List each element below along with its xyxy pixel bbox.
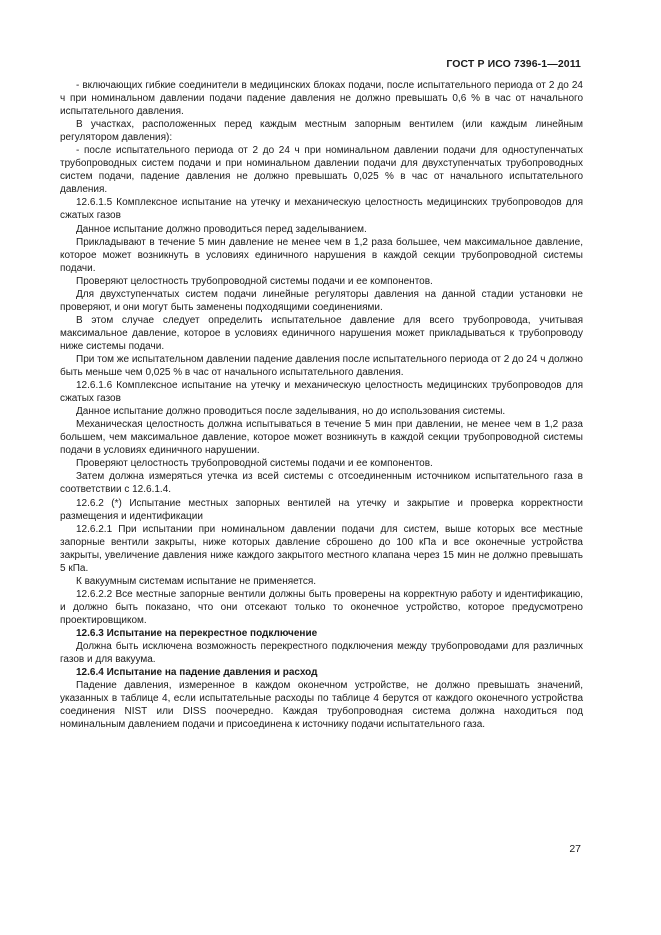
page-number: 27 — [569, 843, 581, 855]
paragraph: В участках, расположенных перед каждым местным запорным вентилем (или каждым линейным регулятором давления): — [60, 119, 583, 144]
paragraph: Для двухступенчатых систем подачи линейные регуляторы давления на данной стадии установки не проверяют, и они могут быть заменены подходящими соединениями. — [60, 288, 583, 313]
paragraph: Механическая целостность должна испытываться в течение 5 мин при давлении, не менее чем в 1,2 раза большем, чем максимальное давление, которое может возникнуть в каждой секции трубопроводной системы подачи в условиях единичного нарушении. — [60, 419, 583, 457]
paragraph: Падение давления, измеренное в каждом оконечном устройстве, не должно превышать значений, указанных в таблице 4, если испытательные расходы по таблице 4 берутся от каждого оконечного устройства соединения NIST или DISS поочередно. Каждая трубопроводная система должна находиться под номинальным давлением подачи и присоединена к источнику подачи испытательного газа. — [60, 680, 583, 731]
section-heading-bold: 12.6.3 Испытание на перекрестное подключение — [76, 627, 318, 639]
paragraph: К вакуумным системам испытание не применяется. — [76, 575, 317, 587]
paragraph: Затем должна измеряться утечка из всей системы с отсоединенным источником испытательного газа в соответствии с 12.6.1.4. — [60, 471, 583, 496]
section-heading-bold: 12.6.4 Испытание на падение давления и расход — [76, 667, 318, 679]
document-header: ГОСТ Р ИСО 7396-1—2011 — [446, 58, 581, 70]
paragraph: Данное испытание должно проводиться перед заделыванием. — [76, 223, 367, 235]
paragraph: 12.6.2.1 При испытании при номинальном давлении подачи для систем, выше которых все местные запорные вентили закрыты, ниже которых давление сброшено до 100 кПа и все оконечные устройства закрыты, увеличение давления ниже каждого закрытого местного клапана через 15 мин не должно превышать 5 кПа. — [60, 523, 583, 574]
document-body — [60, 79, 583, 731]
section-heading: 12.6.2 (*) Испытание местных запорных вентилей на утечку и закрытие и проверка корректности размещения и идентификации — [60, 497, 583, 522]
paragraph: - после испытательного периода от 2 до 24 ч при номинальном давлении подачи для одноступенчатых трубопроводных систем подачи и при номинальном давлении подачи для двухступенчатых трубопроводных систем подачи, падение давления не должно превышать 0,025 % в час от начального испытательного давления. — [60, 145, 583, 196]
paragraph: Прикладывают в течение 5 мин давление не менее чем в 1,2 раза большее, чем максимальное давление, которое может возникнуть в условиях единичного нарушения в каждой секции трубопроводной системы подачи. — [60, 236, 583, 274]
section-heading: 12.6.1.5 Комплексное испытание на утечку и механическую целостность медицинских трубопроводов для сжатых газов — [60, 197, 583, 222]
section-heading: 12.6.1.6 Комплексное испытание на утечку и механическую целостность медицинских трубопроводов для сжатых газов — [60, 380, 583, 405]
paragraph: При том же испытательном давлении падение давления после испытательного периода от 2 до 24 ч должно быть меньше чем 0,025 % в час от начального испытательного давления. — [60, 353, 583, 379]
paragraph: 12.6.2.2 Все местные запорные вентили должны быть проверены на корректную работу и идентификацию, и должно быть показано, что они отсекают только то оконечное устройство, которое предусмотрено проектировщиком. — [60, 588, 583, 626]
paragraph: - включающих гибкие соединители в медицинских блоках подачи, после испытательного периода от 2 до 24 ч при номинальном давлении подачи падение давления не должно превышать 0,6 % в час от начального испытательного давления. — [60, 80, 583, 118]
paragraph: В этом случае следует определить испытательное давление для всего трубопровода, учитывая максимальное давление, которое в условиях единичного нарушения может прикладываться к трубопроводу ниже системы подачи. — [60, 314, 583, 352]
paragraph: Проверяют целостность трубопроводной системы подачи и ее компонентов. — [76, 275, 433, 287]
paragraph: Проверяют целостность трубопроводной системы подачи и ее компонентов. — [76, 458, 433, 470]
paragraph: Должна быть исключена возможность перекрестного подключения между трубопроводами для различных газов и для вакуума. — [60, 641, 583, 666]
paragraph: Данное испытание должно проводиться после заделывания, но до использования системы. — [76, 406, 506, 418]
